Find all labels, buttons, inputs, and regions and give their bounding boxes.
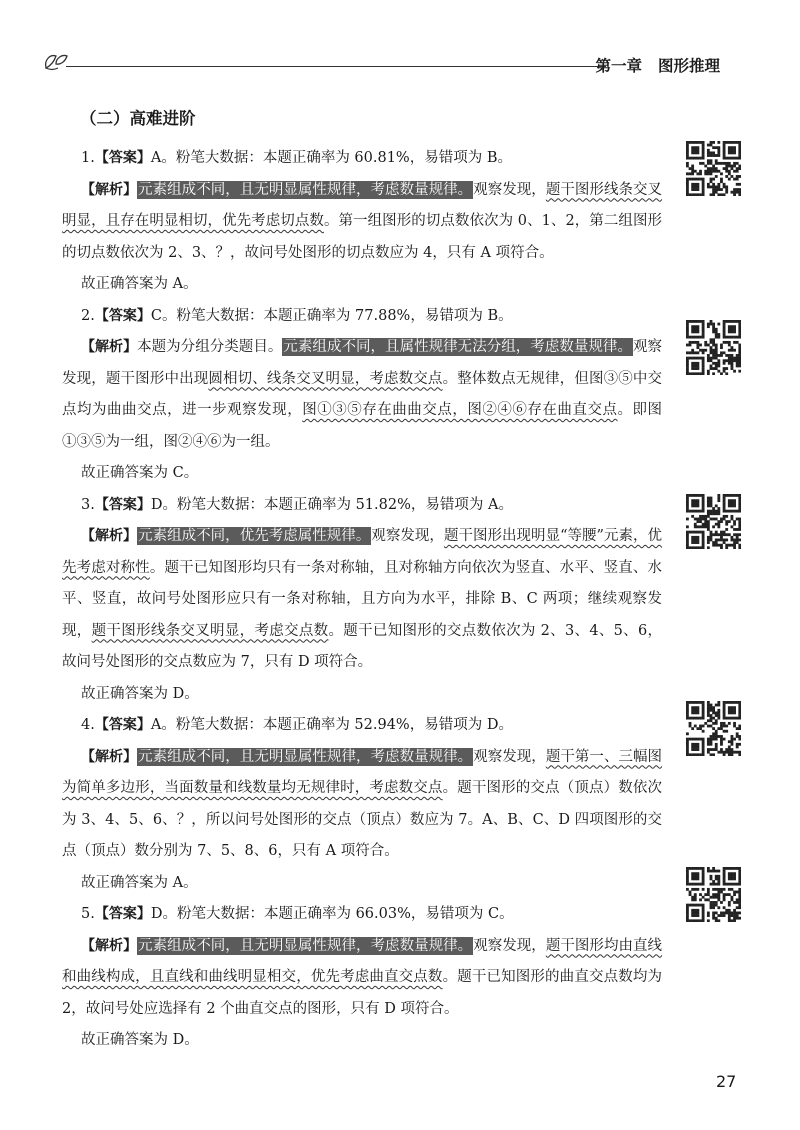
qr-code-icon[interactable] — [686, 320, 741, 375]
page-number: 27 — [716, 1072, 737, 1091]
q5-final: 故正确答案为 D。 — [81, 1032, 199, 1048]
q3-highlight: 元素组成不同，优先考虑属性规律。 — [138, 528, 371, 544]
analysis-label: 【解析】 — [81, 181, 138, 198]
answer-label: 【答案】 — [94, 496, 151, 513]
analysis-label: 【解析】 — [81, 937, 138, 954]
answer-label: 【答案】 — [94, 150, 151, 166]
qr-code-icon[interactable] — [686, 701, 741, 756]
q2-answer-line: 2.【答案】C。粉笔大数据：本题正确率为 77.88%，易错项为 B。 — [81, 307, 513, 324]
q5-key-point: 题干图形均由直线和曲线构成，且直线和曲线明显相交，优先考虑曲直交点数 — [62, 937, 663, 985]
analysis-label: 【解析】 — [81, 528, 138, 544]
q1-final: 故正确答案为 A。 — [81, 276, 198, 292]
q2-final: 故正确答案为 C。 — [81, 465, 199, 481]
q1-answer-line: 1.【答案】A。粉笔大数据：本题正确率为 60.81%，易错项为 B。 — [81, 150, 512, 166]
qr-code-icon[interactable] — [686, 494, 741, 549]
qr-code-icon[interactable] — [686, 867, 741, 922]
q3-answer-line: 3.【答案】D。粉笔大数据：本题正确率为 51.82%，易错项为 A。 — [81, 496, 513, 513]
q5-highlight: 元素组成不同，且无明显属性规律，考虑数量规律。 — [138, 937, 473, 954]
q4-key-point: 题干第一、三幅图为简单多边形，当面数量和线数量均无规律时，考虑数交点 — [62, 748, 663, 796]
analysis-label: 【解析】 — [81, 748, 138, 765]
chapter-title: 图形推理 — [657, 57, 720, 75]
q4-analysis: 【解析】元素组成不同，且无明显属性规律，考虑数量规律。观察发现，题干第一、三幅图为简单多边形，当面数量和线数量均无规律时，考虑数交点。题干图形的交点（顶点）数依次为 3、4、5、6、？，所以问号处图形的交点（顶点）数应为 7。A、B、C、D 四项图形的交点（顶点）数分别为 7、5、8、6，只有 A 项符合。 — [62, 748, 663, 859]
answer-label: 【答案】 — [94, 307, 151, 324]
chapter-heading — [595, 54, 720, 76]
analysis-label: 【解析】 — [81, 339, 138, 355]
chapter-number: 第一章 — [595, 57, 642, 75]
q3-key-point: 题干图形出现明显“等腰”元素，优先考虑对称性 — [62, 528, 663, 576]
q2-key-point-2: 图①③⑤存在曲曲交点，图②④⑥存在曲直交点 — [302, 402, 618, 418]
q3-final: 故正确答案为 D。 — [81, 685, 199, 702]
q2-highlight: 元素组成不同，且属性规律无法分组，考虑数量规律。 — [283, 339, 632, 355]
section-title: （二）高难进阶 — [80, 109, 196, 128]
q4-highlight: 元素组成不同，且无明显属性规律，考虑数量规律。 — [138, 748, 473, 765]
q5-analysis: 【解析】元素组成不同，且无明显属性规律，考虑数量规律。观察发现，题干图形均由直线和曲线构成，且直线和曲线明显相交，优先考虑曲直交点数。题干已知图形的曲直交点数均为 2，故问号处应选择有 2 个曲直交点的图形，只有 D 项符合。 — [62, 937, 663, 1017]
q1-highlight: 元素组成不同，且无明显属性规律，考虑数量规律。 — [138, 181, 473, 198]
q1-key-point: 题干图形线条交叉明显，且存在明显相切，优先考虑切点数 — [62, 181, 663, 229]
q2-analysis: 【解析】本题为分组分类题目。元素组成不同，且属性规律无法分组，考虑数量规律。观察发现，题干图形中出现圆相切、线条交叉明显，考虑数交点。整体数点无规律，但图③⑤中交点均为曲曲交点，进一步观察发现，图①③⑤存在曲曲交点，图②④⑥存在曲直交点。即图①③⑤为一组，图②④⑥为一组。 — [62, 339, 663, 450]
answer-label: 【答案】 — [94, 906, 151, 922]
q1-analysis: 【解析】元素组成不同，且无明显属性规律，考虑数量规律。观察发现，题干图形线条交叉明显，且存在明显相切，优先考虑切点数。第一组图形的切点数依次为 0、1、2，第二组图形的切点数依次为 2、3、？，故问号处图形的切点数应为 4，只有 A 项符合。 — [62, 181, 663, 261]
q3-analysis: 【解析】元素组成不同，优先考虑属性规律。观察发现，题干图形出现明显“等腰”元素，优先考虑对称性。题干已知图形均只有一条对称轴，且对称轴方向依次为竖直、水平、竖直、水平、竖直，故问号处图形应只有一条对称轴，且方向为水平，排除 B、C 两项；继续观察发现，题干图形线条交叉明显，考虑交点数。题干已知图形的交点数依次为 2、3、4、5、6，故问号处图形的交点数应为 7，只有 D 项符合。 — [62, 528, 663, 670]
page-header — [40, 44, 760, 84]
answer-content — [62, 143, 662, 1057]
q5-answer-line: 5.【答案】D。粉笔大数据：本题正确率为 66.03%，易错项为 C。 — [81, 906, 514, 922]
q4-answer-line: 4.【答案】A。粉笔大数据：本题正确率为 52.94%，易错项为 D。 — [81, 717, 513, 733]
q2-key-point: 圆相切、线条交叉明显，考虑数交点 — [208, 370, 443, 387]
answer-label: 【答案】 — [94, 717, 151, 733]
q4-final: 故正确答案为 A。 — [81, 874, 198, 891]
q3-key-point-2: 题干图形线条交叉明显，考虑交点数 — [91, 622, 329, 639]
leaf-icon — [40, 46, 70, 76]
header-rule — [66, 66, 606, 67]
qr-code-icon[interactable] — [686, 141, 741, 196]
